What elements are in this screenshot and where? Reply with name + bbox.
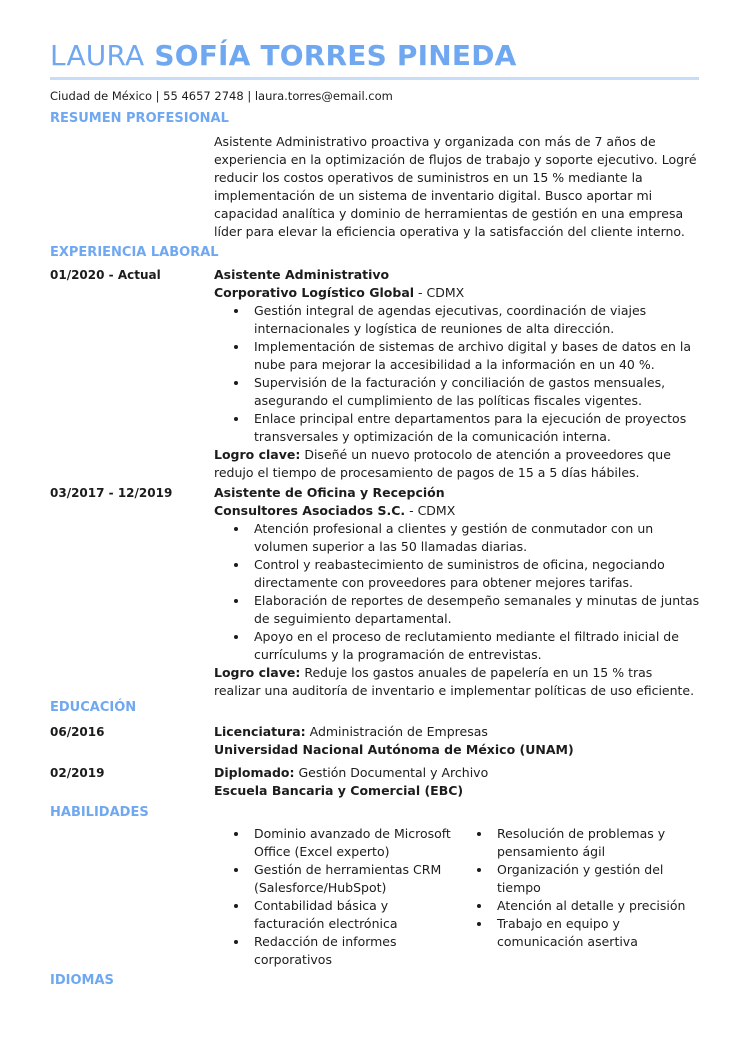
list-item: Resolución de problemas y pensamiento ágil xyxy=(497,825,700,861)
job-bullets xyxy=(214,302,700,446)
job-role: Asistente de Oficina y Recepción xyxy=(214,485,445,500)
job-bullets xyxy=(214,520,700,664)
degree-label: Licenciatura: xyxy=(214,724,306,739)
job-entry xyxy=(214,484,700,700)
list-item: Gestión integral de agendas ejecutivas, coordinación de viajes internacionales y logística de reuniones de alta dirección. xyxy=(254,302,700,338)
degree-label: Diplomado: xyxy=(214,765,295,780)
summary-text: Asistente Administrativo proactiva y organizada con más de 7 años de experiencia en la optimización de flujos de trabajo y soporte ejecutivo. Logré reducir los costos operativos de suministros en un 15 % mediante la implementación de un sistema de inventario digital. Busco aportar mi capacidad analítica y dominio de herramientas de gestión en una empresa líder para elevar la eficiencia operativa y la satisfacción del cliente interno. xyxy=(214,134,697,239)
skills-list xyxy=(214,825,459,969)
job-company: Consultores Asociados S.C. xyxy=(214,503,406,518)
education-entry xyxy=(214,723,700,759)
list-item: Organización y gestión del tiempo xyxy=(497,861,700,897)
list-item: Enlace principal entre departamentos para la ejecución de proyectos transversales y optimización de la comunicación interna. xyxy=(254,410,700,446)
first-name: LAURA xyxy=(50,39,145,72)
contact-info: Ciudad de México | 55 4657 2748 | laura.torres@email.com xyxy=(50,89,393,103)
job-dates: 03/2017 - 12/2019 xyxy=(50,486,173,500)
education-heading: EDUCACIÓN xyxy=(50,700,137,715)
school-name: Escuela Bancaria y Comercial (EBC) xyxy=(214,783,464,798)
job-achievement xyxy=(214,446,700,482)
header-divider xyxy=(50,77,699,80)
skills-column-left xyxy=(214,825,459,969)
languages-heading: IDIOMAS xyxy=(50,973,114,988)
list-item: Redacción de informes corporativos xyxy=(254,933,459,969)
achievement-label: Logro clave: xyxy=(214,665,301,680)
education-date: 02/2019 xyxy=(50,766,105,780)
list-item: Implementación de sistemas de archivo digital y bases de datos en la nube para mejorar la accesibilidad a la información en un 40 %. xyxy=(254,338,700,374)
job-dates: 01/2020 - Actual xyxy=(50,268,161,282)
list-item: Elaboración de reportes de desempeño semanales y minutas de juntas de seguimiento departamental. xyxy=(254,593,700,626)
job-company-line xyxy=(214,284,700,302)
list-item: Trabajo en equipo y comunicación asertiva xyxy=(497,915,700,951)
skills-list xyxy=(457,825,700,951)
list-item: Contabilidad básica y facturación electrónica xyxy=(254,897,459,933)
job-company: Corporativo Logístico Global xyxy=(214,285,415,300)
job-achievement xyxy=(214,664,700,700)
education-date: 06/2016 xyxy=(50,725,105,739)
degree-name: Gestión Documental y Archivo xyxy=(294,765,489,780)
achievement-text: Reduje los gastos anuales de papelería en un 15 % tras realizar una auditoría de inventario e implementar políticas de uso eficiente. xyxy=(214,665,695,698)
achievement-label: Logro clave: xyxy=(214,447,301,462)
job-entry xyxy=(214,266,700,482)
degree-line xyxy=(214,764,700,782)
skills-column-right xyxy=(457,825,700,951)
list-item: Atención profesional a clientes y gestión de conmutador con un volumen superior a las 50 llamadas diarias. xyxy=(254,520,700,556)
list-item: Dominio avanzado de Microsoft Office (Excel experto) xyxy=(254,825,459,861)
achievement-text: Diseñé un nuevo protocolo de atención a proveedores que redujo el tiempo de procesamiento de pagos de 15 a 5 días hábiles. xyxy=(214,447,671,480)
list-item: Gestión de herramientas CRM (Salesforce/HubSpot) xyxy=(254,861,459,897)
job-company-line xyxy=(214,502,700,520)
list-item: Control y reabastecimiento de suministros de oficina, negociando directamente con proveedores para obtener mejores tarifas. xyxy=(254,556,700,592)
degree-name: Administración de Empresas xyxy=(305,724,488,739)
experience-heading: EXPERIENCIA LABORAL xyxy=(50,245,219,260)
summary-heading: RESUMEN PROFESIONAL xyxy=(50,111,229,126)
job-location: - CDMX xyxy=(414,285,465,300)
skills-heading: HABILIDADES xyxy=(50,805,149,820)
school-name: Universidad Nacional Autónoma de México (UNAM) xyxy=(214,742,574,757)
education-entry xyxy=(214,764,700,800)
list-item: Atención al detalle y precisión xyxy=(497,897,700,915)
last-name: SOFÍA TORRES PINEDA xyxy=(154,39,517,72)
list-item: Supervisión de la facturación y conciliación de gastos mensuales, asegurando el cumplimiento de las políticas fiscales vigentes. xyxy=(254,374,700,410)
job-role: Asistente Administrativo xyxy=(214,267,390,282)
list-item: Apoyo en el proceso de reclutamiento mediante el filtrado inicial de currículums y la programación de entrevistas. xyxy=(254,628,700,664)
degree-line xyxy=(214,723,700,741)
candidate-name xyxy=(50,36,517,76)
job-location: - CDMX xyxy=(405,503,456,518)
